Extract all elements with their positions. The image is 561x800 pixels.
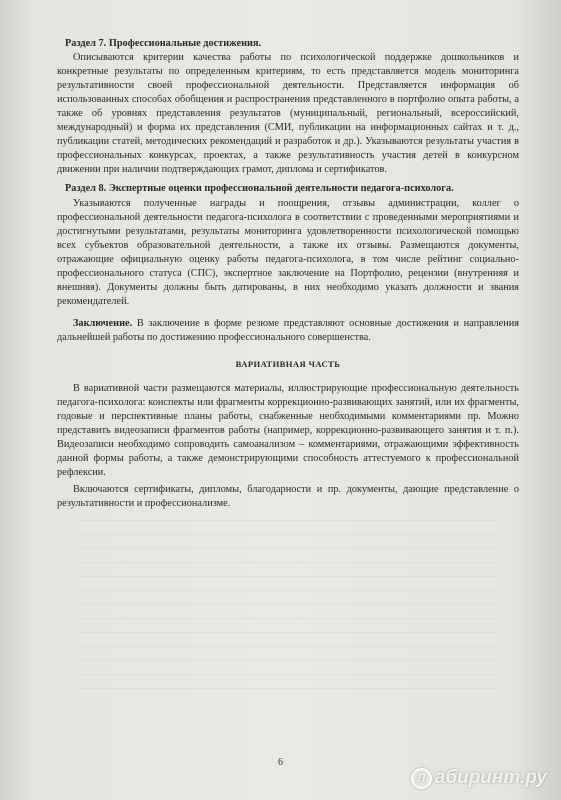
watermark-text: абиринт.ру	[434, 767, 547, 788]
conclusion-paragraph	[57, 317, 519, 345]
conclusion	[57, 317, 519, 345]
page-content	[57, 37, 519, 511]
conclusion-text: В заключение в форме резюме представляют основные достижения и направления дальнейшей работы по достижению профессионального совершенства.	[57, 317, 519, 343]
section-8-text: Указываются полученные награды и поощрения, отзывы администрации, коллег о профессиональной деятельности педагога-психолога в соответствии с проведенными мероприятиями и достигнутыми результатами, результаты мониторинга удовлетворенности психологической помощью всех субъектов образовательной деятельности, а также их отзывы. Размещаются документы, отражающие официальную оценку работы педагога-психолога, в том числе рейтинг социально-профессионального статуса (СПС), экспертное заключение на Портфолио, рецензии (внутренняя и внешняя). Документы должны быть датированы, в них необходимо указать должности и звания рекомендателей.	[57, 197, 519, 307]
page-number: 6	[278, 757, 283, 768]
section-8	[57, 182, 519, 308]
section-7-text: Описываются критерии качества работы по психологической поддержке дошкольников и конкретные результаты по определенным критериям, то есть представляется модель мониторинга результативности своей профессиональной деятельности. Представляется информация об использованных способах обобщения и распространения представленного в портфолио опыта работы, а также об уровнях представления результатов (муниципальный, региональный, всероссийский, международный) и форма их представления (СМИ, публикации на информационных сайтах и т. д., публикации статей, методических рекомендаций и разработок и др.). Указываются результаты участия в профессиональных конкурсах, проектах, а также результативность участия детей в конкурсном движении при наличии подтверждающих грамот, диплома и сертификатов.	[57, 52, 519, 176]
variative-title: ВАРИАТИВНАЯ ЧАСТЬ	[235, 358, 341, 369]
section-7	[57, 37, 519, 177]
section-7-heading: Раздел 7. Профессиональные достижения.	[65, 38, 262, 49]
labirint-logo-icon: Л	[411, 768, 432, 789]
variative-paragraph-2: Включаются сертификаты, дипломы, благодарности и пр. документы, дающие представление о результативности и профессионализме.	[57, 484, 519, 510]
bleed-through-texture	[80, 520, 500, 700]
labirint-watermark	[411, 767, 547, 789]
conclusion-label: Заключение.	[73, 317, 133, 329]
section-8-heading: Раздел 8. Экспертные оценки профессиональной деятельности педагога-психолога.	[65, 183, 454, 195]
variative-paragraph-1: В вариативной части размещаются материалы, иллюстрирующие профессиональную деятельность педагога-психолога: конспекты или фрагменты коррекционно-развивающих занятий, или их фрагменты, годовые и перспективные планы работы, снабженные необходимыми комментариями пр. Можно представить видеозаписи фрагментов работы (например, коррекционно-развивающего занятия и т. п.). Видеозаписи необходимо сопроводить самоанализом – комментариями, отражающими эффективность данной формы работы, а также демонстрирующими способность аттестуемого к профессиональной рефлексии.	[57, 383, 519, 479]
